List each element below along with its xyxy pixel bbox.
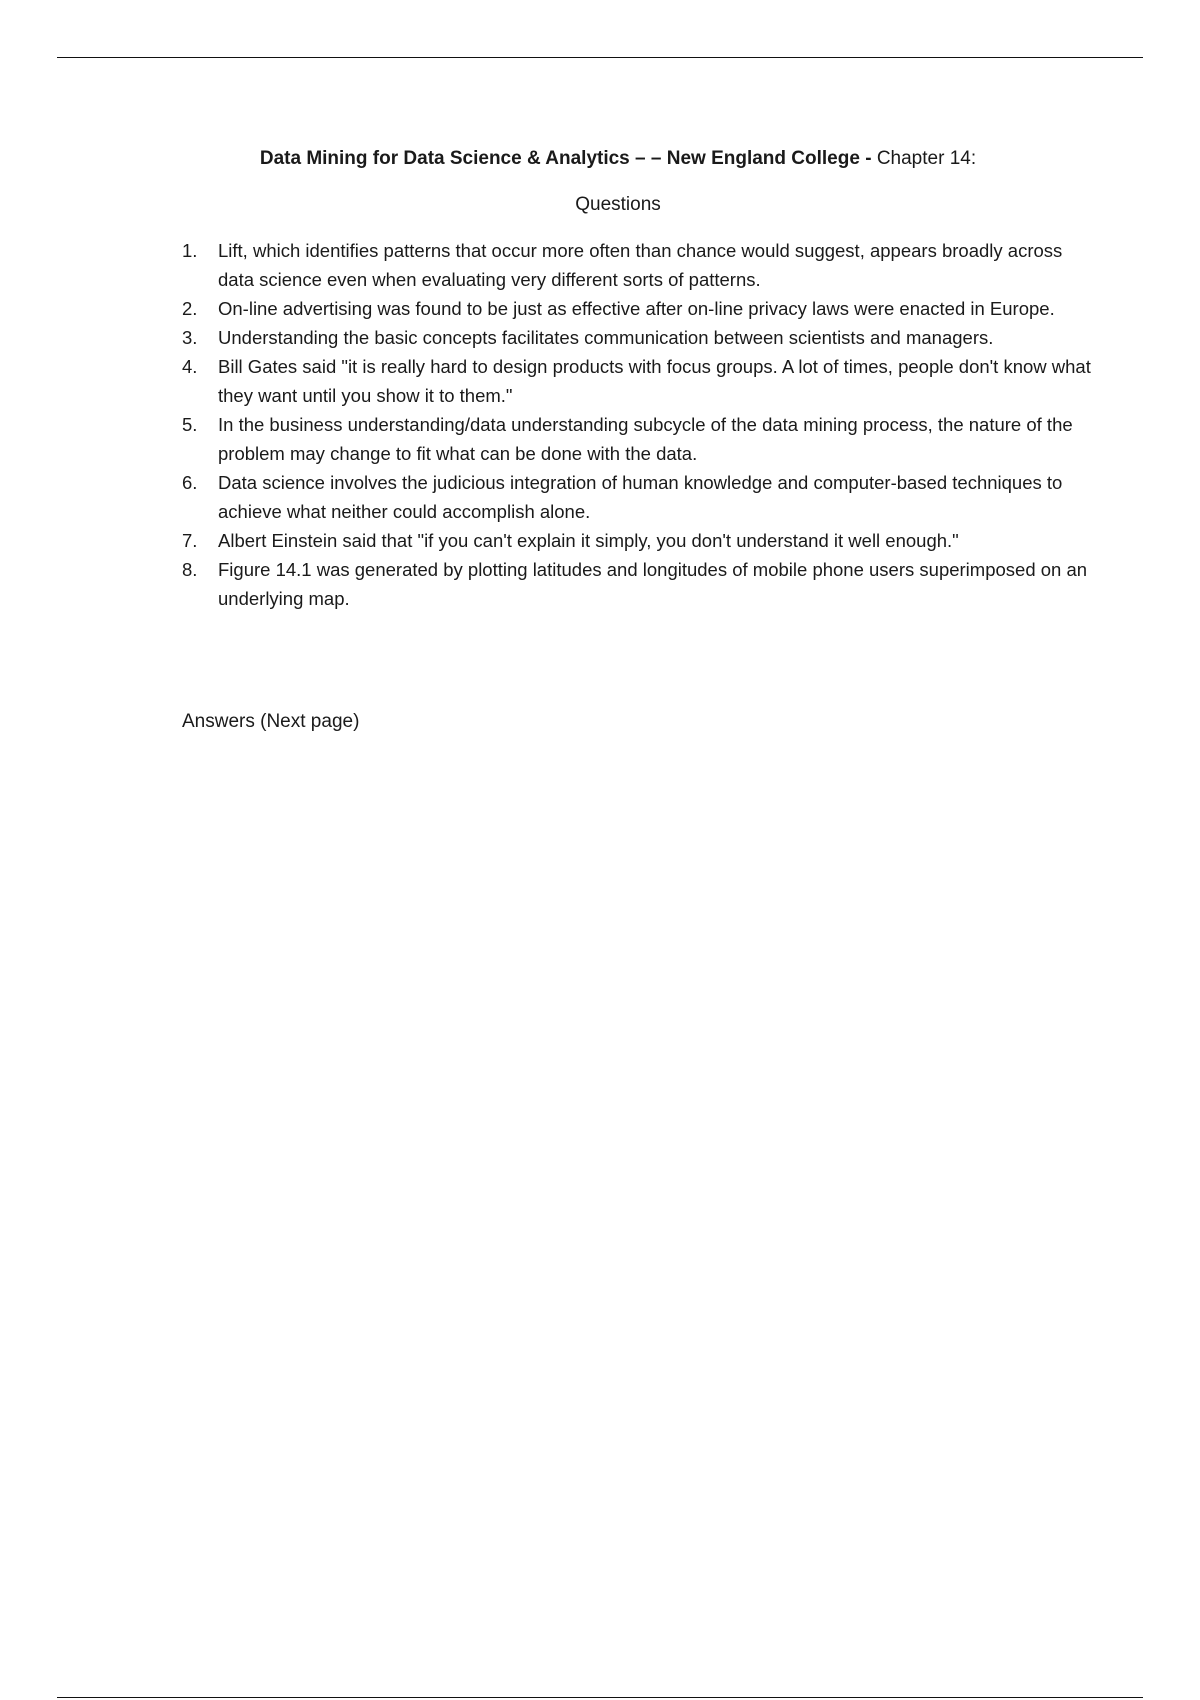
chapter-label: Chapter 14: xyxy=(871,148,977,169)
item-text: Lift, which identifies patterns that occur more often than chance would suggest, appears broadly across data science even when evaluating very different sorts of patterns. xyxy=(218,240,1063,290)
list-item xyxy=(182,526,1102,555)
list-item xyxy=(182,352,1102,410)
list-item xyxy=(182,410,1102,468)
item-number: 7. xyxy=(182,530,198,551)
item-number: 3. xyxy=(182,327,198,348)
item-text: Albert Einstein said that "if you can't explain it simply, you don't understand it well enough." xyxy=(218,530,959,551)
list-item xyxy=(182,323,1102,352)
section-title: Questions xyxy=(575,194,661,215)
item-text: Bill Gates said "it is really hard to design products with focus groups. A lot of times, people don't know what they want until you show it to them." xyxy=(218,356,1091,406)
item-text: Understanding the basic concepts facilitates communication between scientists and managers. xyxy=(218,327,994,348)
course-title: Data Mining for Data Science & Analytics xyxy=(259,148,630,169)
list-item xyxy=(182,555,1102,613)
answers-note: Answers (Next page) xyxy=(182,711,360,732)
item-number: 8. xyxy=(182,559,198,580)
item-number: 6. xyxy=(182,472,198,493)
list-item xyxy=(182,468,1102,526)
item-number: 2. xyxy=(182,298,198,319)
item-number: 4. xyxy=(182,356,198,377)
item-text: On-line advertising was found to be just as effective after on-line privacy laws were enacted in Europe. xyxy=(218,298,1055,319)
item-text: Data science involves the judicious integration of human knowledge and computer-based techniques to achieve what neither could accomplish alone. xyxy=(218,472,1063,522)
bottom-rule xyxy=(57,1697,1143,1698)
item-text: Figure 14.1 was generated by plotting latitudes and longitudes of mobile phone users superimposed on an underlying map. xyxy=(218,559,1088,609)
question-list xyxy=(182,236,1102,613)
item-text: In the business understanding/data understanding subcycle of the data mining process, the nature of the problem may change to fit what can be done with the data. xyxy=(218,414,1073,464)
list-item xyxy=(182,236,1102,294)
document-title xyxy=(0,146,1200,172)
institution-name: New England College - xyxy=(666,148,872,169)
item-number: 5. xyxy=(182,414,198,435)
top-rule xyxy=(57,57,1143,58)
list-item xyxy=(182,294,1102,323)
title-separator: – – xyxy=(629,148,667,169)
item-number: 1. xyxy=(182,240,198,261)
